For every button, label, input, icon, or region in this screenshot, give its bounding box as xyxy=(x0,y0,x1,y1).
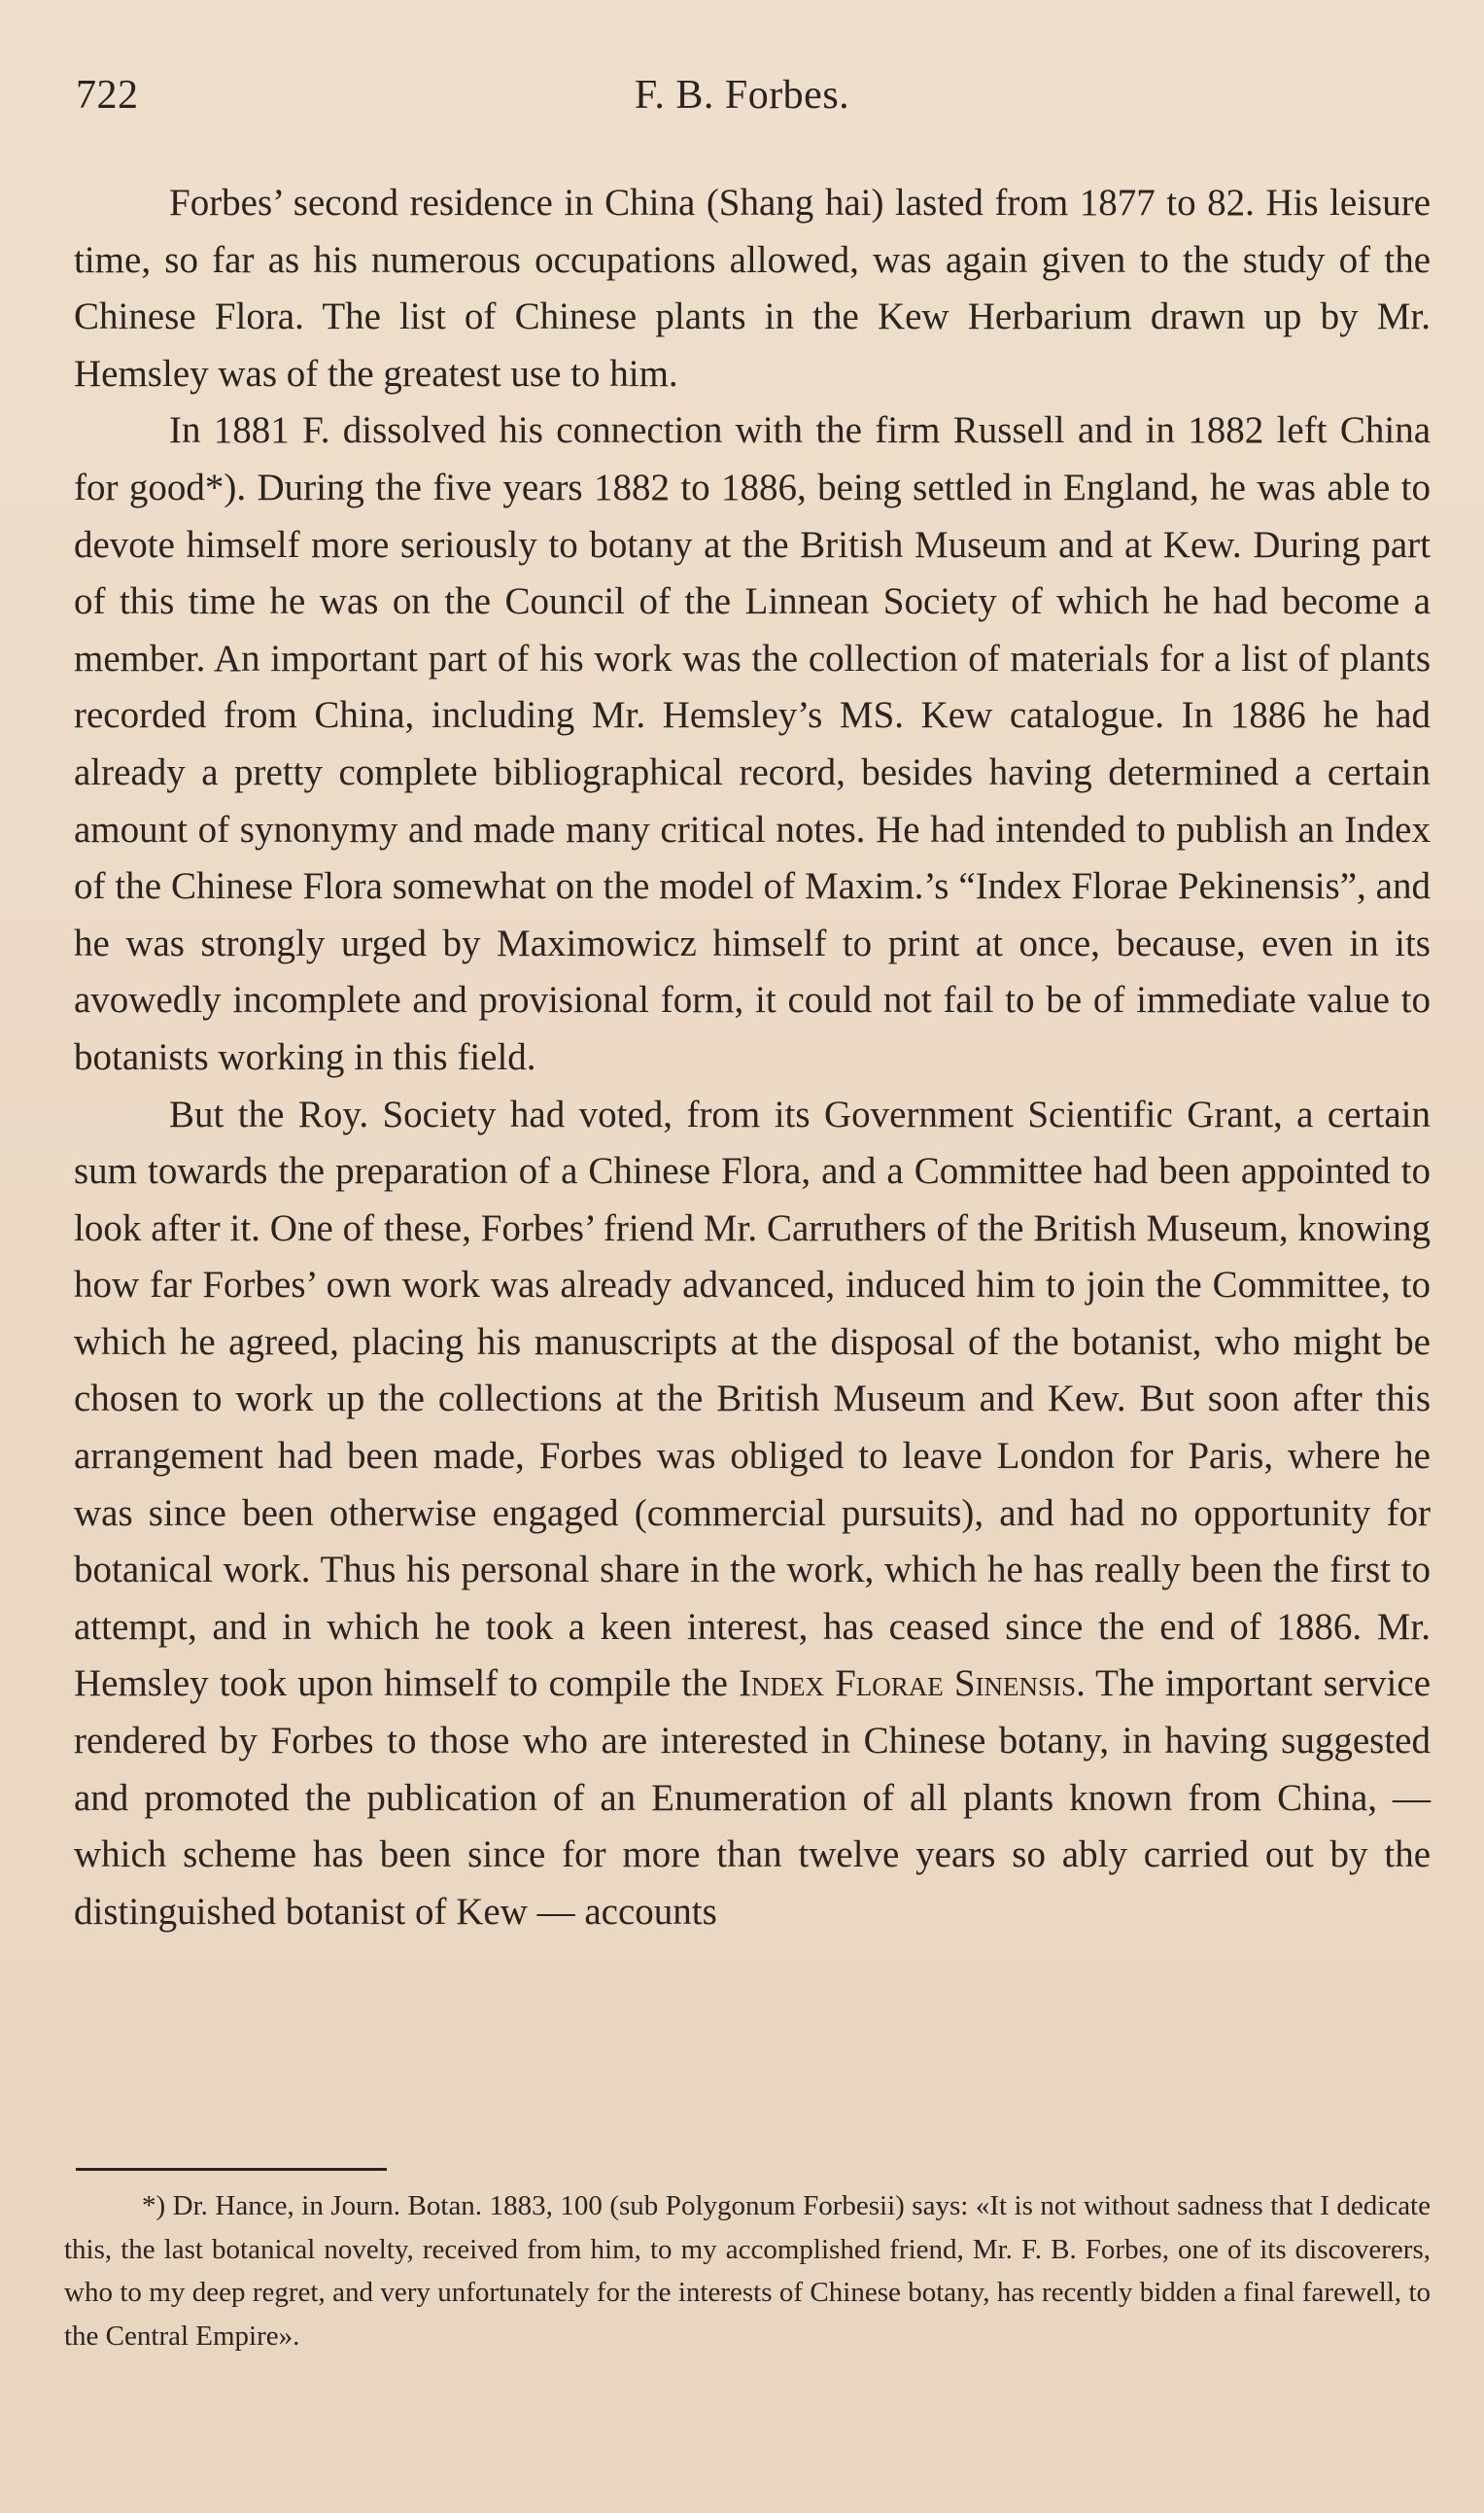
paragraph-royal-society-text: But the Roy. Society had voted, from its Government Scientific Grant, a certain sum towards the preparation of a Chinese Flora, and a Committee had been appointed to look after it. One of these, Forbes’ friend Mr. Carruthers of the British Museum, knowing how far Forbes’ own work was already advanced, induced him to join the Committee, to which he agreed, placing his manuscripts at the disposal of the botanist, who might be chosen to work up the collections at the British Museum and Kew. But soon after this arrangement had been made, Forbes was obliged to leave London for Paris, where he was since been otherwise engaged (commercial pursuits), and had no opportunity for botanical work. Thus his personal share in the work, which he has really been the first to attempt, and in which he took a keen interest, has ceased since the end of 1886. Mr. Hemsley took upon himself to compile the xyxy=(74,1093,1431,1705)
running-head: F. B. Forbes. xyxy=(634,73,850,118)
page-number: 722 xyxy=(76,73,139,118)
paragraph-leaving-china: In 1881 F. dissolved his connection with the firm Russell and in 1882 left China for good*). During the five years 1882 to 1886, being settled in England, he was able to devote himself more seriously to botany at the British Museum and at Kew. During part of this time he was on the Council of the Linnean Society of which he had become a member. An important part of his work was the collection of materials for a list of plants recorded from China, including Mr. Hemsley’s MS. Kew catalogue. In 1886 he had already a pretty complete bibliographical record, besides having determined a certain amount of synonymy and made many critical notes. He had intended to publish an Index of the Chinese Flora somewhat on the model of Maxim.’s “Index Florae Pekinensis”, and he was strongly urged by Maximowicz himself to print at once, because, even in its avowedly incomplete and provisional form, it could not fail to be of immediate value to botanists working in this field. xyxy=(74,409,1431,1078)
footnote: *) Dr. Hance, in Journ. Botan. 1883, 100 (sub Polygonum Forbesii) says: «It is not without sadness that I dedicate this, the last botanical novelty, received from him, to my accomplished friend, Mr. F. B. Forbes, one of its discoverers, who to my deep regret, and very unfortunately for the interests of Chinese botany, has recently bidden a final farewell, to the Central Empire». xyxy=(64,2190,1431,2352)
paragraph-second-residence: Forbes’ second residence in China (Shang hai) lasted from 1877 to 82. His leisure time, so far as his numerous occupations allowed, was again given to the study of the Chinese Flora. The list of Chinese plants in the Kew Herbarium drawn up by Mr. Hemsley was of the greatest use to him. xyxy=(74,182,1431,395)
index-florae-sinensis-title: Index Florae Sinensis xyxy=(739,1662,1077,1705)
paragraph-royal-society-continuation: . The important service rendered by Forbes to those who are interested in Chinese botany, in having suggested and promoted the publication of an Enumeration of all plants known from China, — which scheme has been since for more than twelve years so ably carried out by the distinguished botanist of Kew — accounts xyxy=(74,1662,1432,1933)
body-text xyxy=(74,175,1431,1940)
footnote-rule xyxy=(76,2168,387,2171)
paragraph-royal-society xyxy=(74,1087,1431,1941)
page-header xyxy=(76,72,1408,126)
